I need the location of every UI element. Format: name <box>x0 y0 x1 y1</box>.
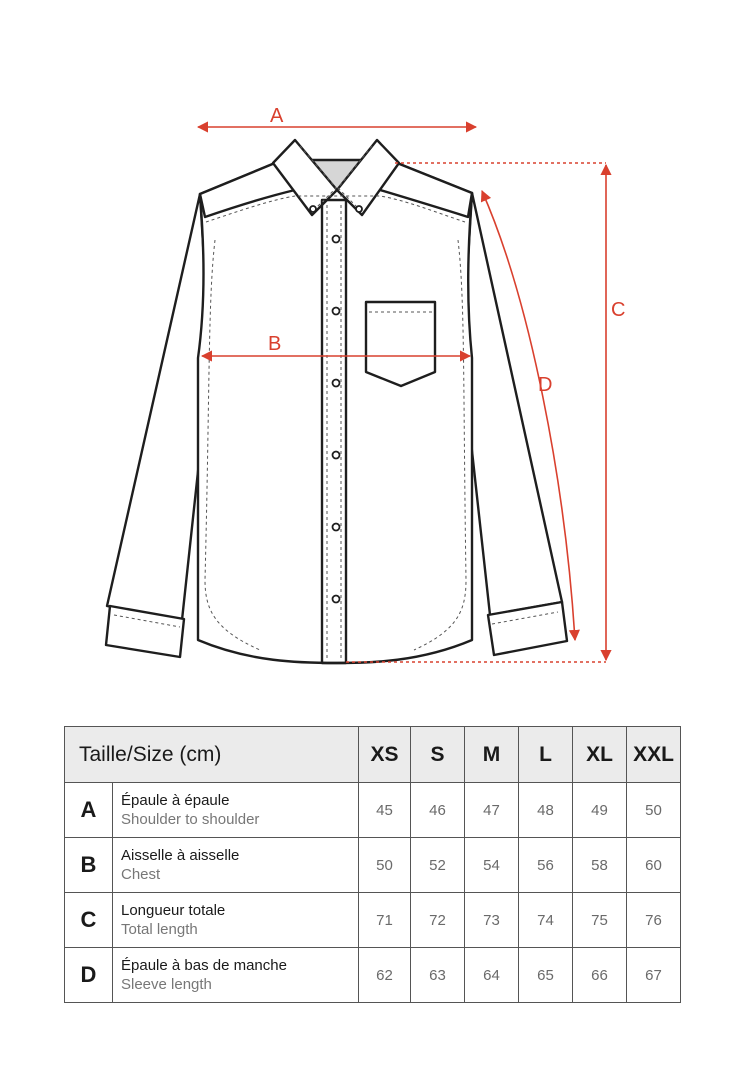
table-cell: 64 <box>465 948 519 1003</box>
label-french: Épaule à épaule <box>121 792 230 809</box>
button-icon <box>356 206 362 212</box>
size-header: XL <box>573 727 627 783</box>
label-french: Longueur totale <box>121 902 226 919</box>
table-cell: 47 <box>465 783 519 838</box>
table-cell: 63 <box>411 948 465 1003</box>
row-letter: C <box>65 893 113 948</box>
right-sleeve <box>462 193 562 615</box>
label-english: Sleeve length <box>121 976 212 993</box>
table-row <box>65 838 681 893</box>
table-cell: 71 <box>359 893 411 948</box>
button-icon <box>310 206 316 212</box>
table-title: Taille/Size (cm) <box>65 727 359 783</box>
table-cell: 75 <box>573 893 627 948</box>
table-cell: 76 <box>627 893 681 948</box>
label-a: A <box>270 105 284 127</box>
table-cell: 73 <box>465 893 519 948</box>
table-cell: 58 <box>573 838 627 893</box>
table-row <box>65 783 681 838</box>
table-cell: 50 <box>627 783 681 838</box>
table-cell: 60 <box>627 838 681 893</box>
row-label <box>113 893 359 948</box>
table-cell: 45 <box>359 783 411 838</box>
table-cell: 62 <box>359 948 411 1003</box>
label-c: C <box>611 299 626 321</box>
table-cell: 52 <box>411 838 465 893</box>
table-cell: 50 <box>359 838 411 893</box>
chest-pocket <box>366 302 435 386</box>
size-table <box>64 726 681 1003</box>
row-letter: D <box>65 948 113 1003</box>
button-icon <box>333 308 340 315</box>
table-cell: 74 <box>519 893 573 948</box>
label-d: D <box>538 374 553 396</box>
row-letter: B <box>65 838 113 893</box>
button-icon <box>333 452 340 459</box>
size-header: XXL <box>627 727 681 783</box>
row-letter: A <box>65 783 113 838</box>
size-header: L <box>519 727 573 783</box>
table-row <box>65 893 681 948</box>
size-header: M <box>465 727 519 783</box>
table-cell: 67 <box>627 948 681 1003</box>
row-label <box>113 948 359 1003</box>
left-sleeve <box>107 194 210 620</box>
table-cell: 66 <box>573 948 627 1003</box>
table-cell: 48 <box>519 783 573 838</box>
label-english: Total length <box>121 921 198 938</box>
table-cell: 56 <box>519 838 573 893</box>
button-icon <box>333 236 340 243</box>
label-french: Épaule à bas de manche <box>121 957 287 974</box>
size-header: S <box>411 727 465 783</box>
table-cell: 65 <box>519 948 573 1003</box>
table-cell: 46 <box>411 783 465 838</box>
row-label <box>113 838 359 893</box>
row-label <box>113 783 359 838</box>
table-cell: 72 <box>411 893 465 948</box>
label-french: Aisselle à aisselle <box>121 847 240 864</box>
table-header-row <box>65 727 681 783</box>
size-header: XS <box>359 727 411 783</box>
button-icon <box>333 380 340 387</box>
button-icon <box>333 596 340 603</box>
button-icon <box>333 524 340 531</box>
label-b: B <box>268 333 282 355</box>
shirt-outline <box>106 140 567 663</box>
table-cell: 54 <box>465 838 519 893</box>
table-row <box>65 948 681 1003</box>
table-cell: 49 <box>573 783 627 838</box>
label-english: Chest <box>121 866 161 883</box>
label-english: Shoulder to shoulder <box>121 811 260 828</box>
